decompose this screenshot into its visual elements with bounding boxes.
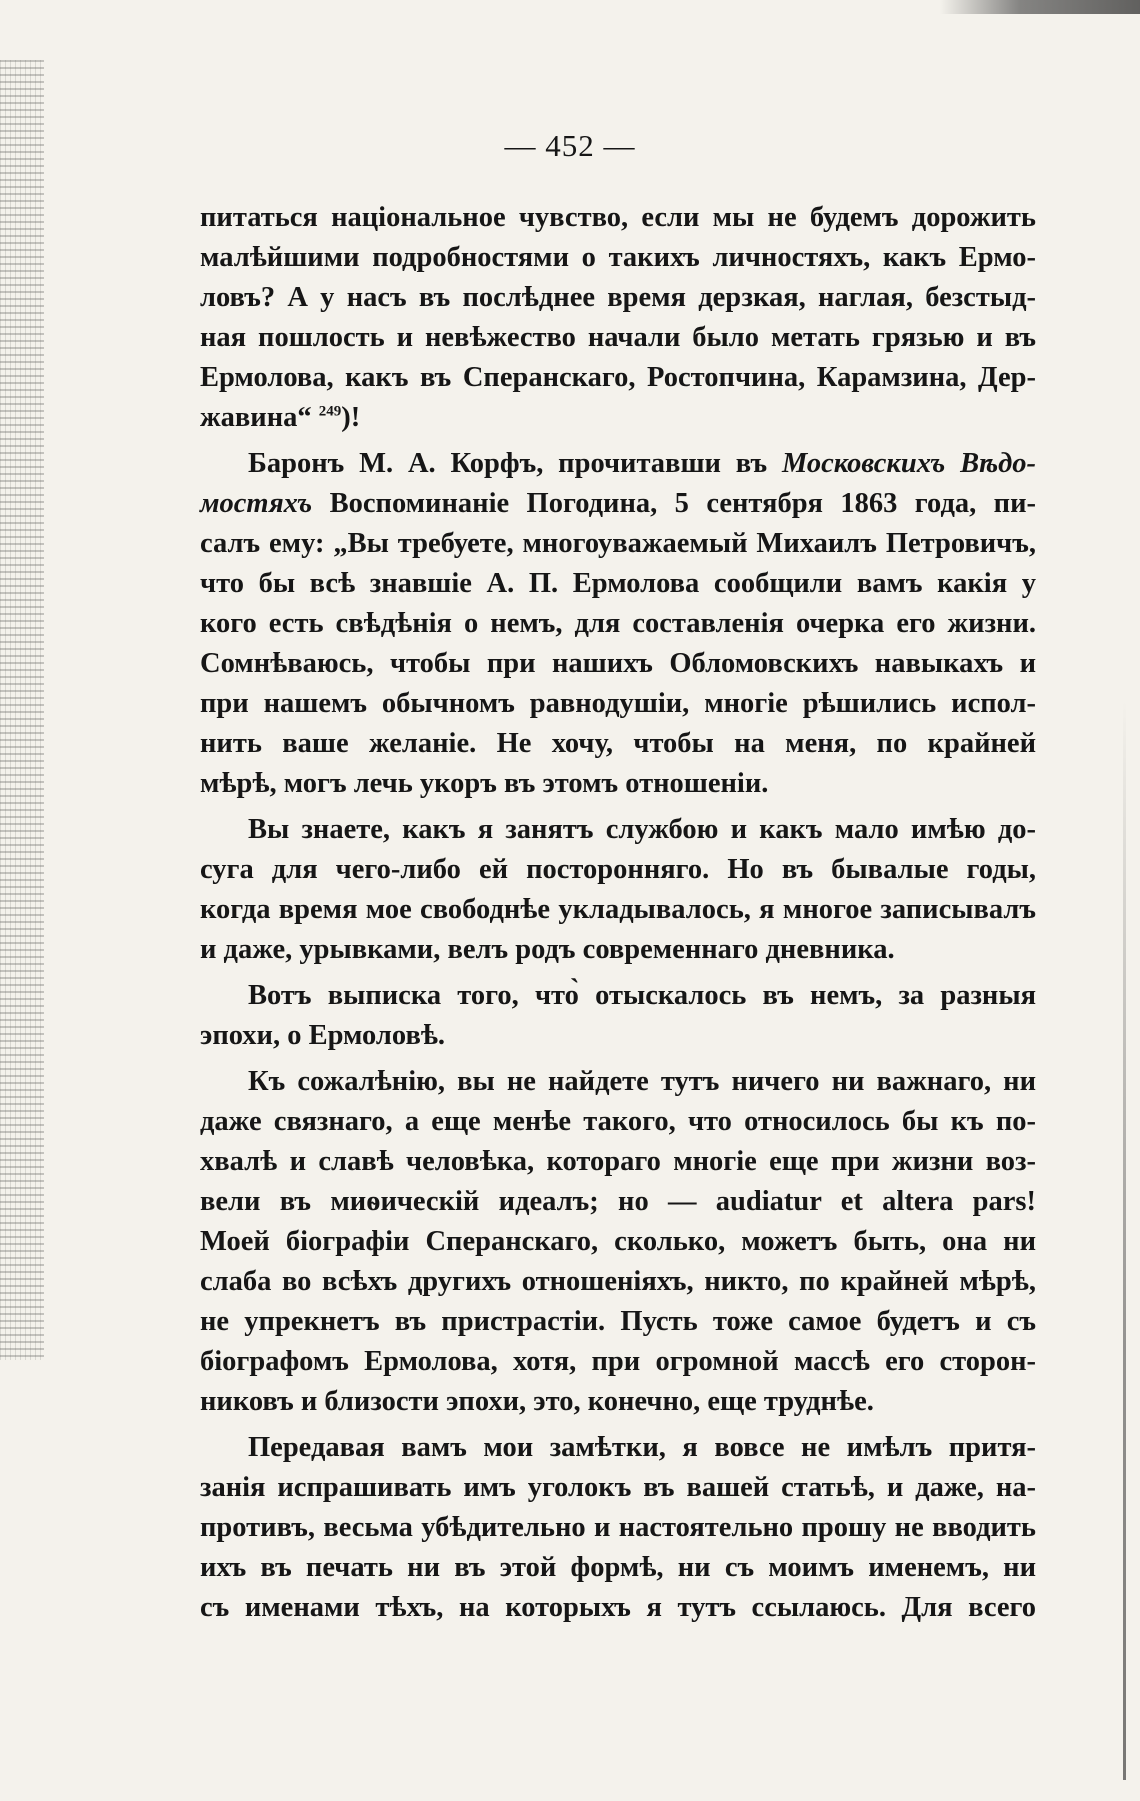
paragraph-3 [200,810,1036,970]
scan-edge-top [940,0,1140,14]
paragraph-5 [200,1062,1036,1422]
text-line: и даже, урывками, велъ родъ современнаго дневника. [200,934,895,965]
italic-title: мостяхъ [200,488,313,519]
scan-edge-left [0,60,44,1360]
text-fragment: жавина“ [200,402,312,433]
text-fragment: Воспоминаніе Погодина, 5 сентября 1863 года, пи- [329,488,1036,519]
text-line: Къ сожалѣнію, вы не найдете тутъ ничего ни важнаго, ни [248,1066,1036,1097]
scan-edge-right [1123,700,1126,1780]
text-line: суга для чего-либо ей посторонняго. Но въ бывалые годы, [200,854,1036,885]
page-number: — 452 — [504,128,636,163]
text-fragment: )! [341,402,361,433]
text-line: ихъ въ печать ни въ этой формѣ, ни съ моимъ именемъ, ни [200,1552,1036,1583]
text-line: хвалѣ и славѣ человѣка, котораго многіе еще при жизни воз- [200,1146,1036,1177]
text-line: Передавая вамъ мои замѣтки, я вовсе не имѣлъ притя- [248,1432,1036,1463]
text-line: нить ваше желаніе. Не хочу, чтобы на меня, по крайней [200,728,1036,759]
text-line: при нашемъ обычномъ равнодушіи, многіе рѣшились испол- [200,688,1036,719]
paragraph-4 [200,976,1036,1056]
text-line: что бы всѣ знавшіе А. П. Ермолова сообщили вамъ какія у [200,568,1036,599]
text-line: эпохи, о Ермоловѣ. [200,1020,446,1051]
text-line: занія испрашивать имъ уголокъ въ вашей статьѣ, и даже, на- [200,1472,1036,1503]
text-line [200,444,1036,484]
italic-title: Московскихъ Вѣдо- [781,448,1037,479]
text-line: мѣрѣ, могъ лечь укоръ въ этомъ отношеніи. [200,768,769,799]
text-line: ловъ? А у насъ въ послѣднее время дерзкая, наглая, безстыд- [200,282,1036,313]
text-line: противъ, весьма убѣдительно и настоятельно прошу не вводить [200,1512,1036,1543]
body-text [200,198,1036,1634]
text-line [200,398,1036,438]
text-line: слаба во всѣхъ другихъ отношеніяхъ, никто, по крайней мѣрѣ, [200,1266,1036,1297]
text-line: кого есть свѣдѣнія о немъ, для составленія очерка его жизни. [200,608,1036,639]
text-line: салъ ему: „Вы требуете, многоуважаемый Михаилъ Петровичъ, [200,528,1036,559]
text-line: питаться національное чувство, если мы не будемъ дорожить [200,202,1036,233]
text-line: Сомнѣваюсь, чтобы при нашихъ Обломовскихъ навыкахъ и [200,648,1036,679]
text-line: Вы знаете, какъ я занятъ службою и какъ мало имѣю до- [248,814,1036,845]
text-line [200,484,1036,524]
paragraph-1 [200,198,1036,438]
text-line: ная пошлость и невѣжество начали было метать грязью и въ [200,322,1036,353]
text-line: біографомъ Ермолова, хотя, при огромной массѣ его сторон- [200,1346,1036,1377]
text-line: даже связнаго, а еще менѣе такого, что относилось бы къ по- [200,1106,1036,1137]
text-line: съ именами тѣхъ, на которыхъ я тутъ ссылаюсь. Для всего [200,1592,1036,1623]
paragraph-2 [200,444,1036,804]
text-line: никовъ и близости эпохи, это, конечно, еще труднѣе. [200,1386,874,1417]
text-line: когда время мое свободнѣе укладывалось, я многое записывалъ [200,894,1036,925]
text-line: Ермолова, какъ въ Сперанскаго, Ростопчина, Карамзина, Дер- [200,362,1036,393]
paragraph-6 [200,1428,1036,1628]
text-line: вели въ миѳическій идеалъ; но — audiatur et altera pars! [200,1186,1036,1217]
text-line: малѣйшими подробностями о такихъ личностяхъ, какъ Ермо- [200,242,1036,273]
text-line: Моей біографіи Сперанскаго, сколько, можетъ быть, она ни [200,1226,1036,1257]
text-fragment: Баронъ М. А. Корфъ, прочитавши въ [248,448,768,479]
text-line: Вотъ выписка того, что̀ отыскалось въ немъ, за разныя [248,980,1036,1011]
text-line: не упрекнетъ въ пристрастіи. Пусть тоже самое будетъ и съ [200,1306,1036,1337]
footnote-ref: 249 [318,403,342,420]
